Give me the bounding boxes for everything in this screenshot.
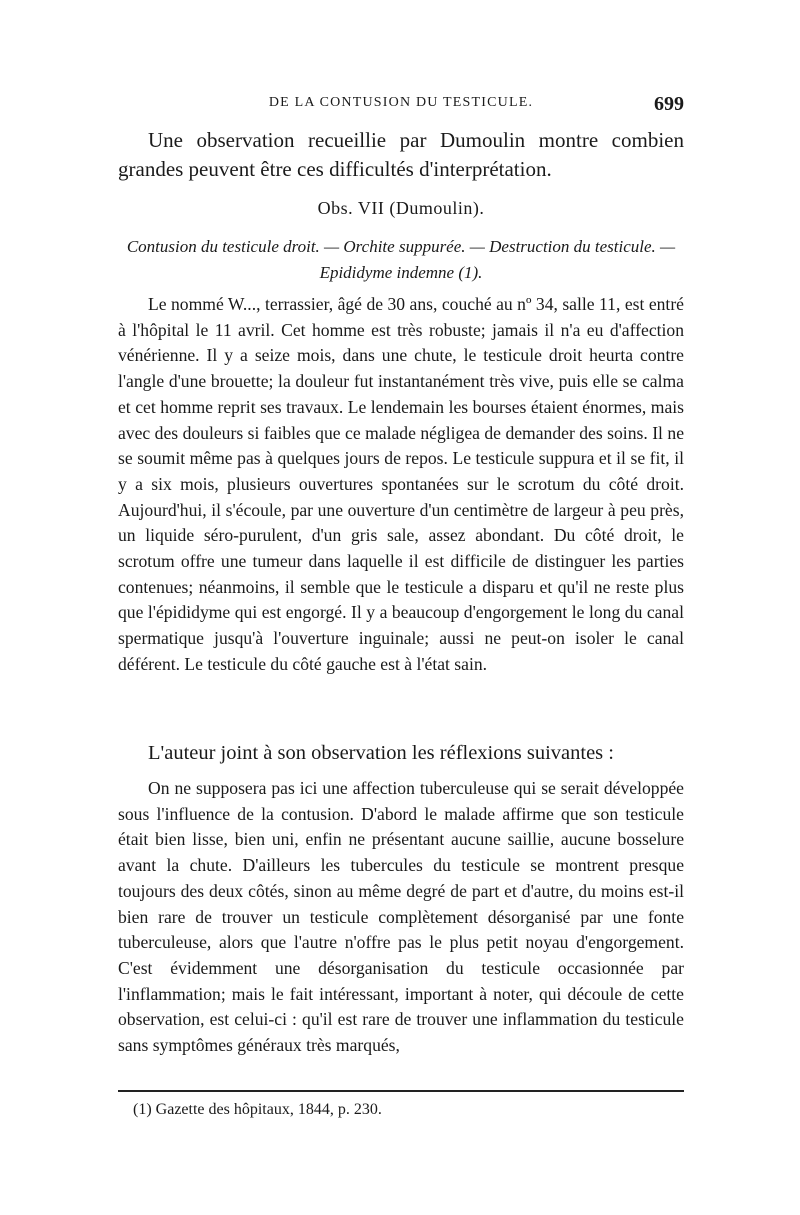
lead-paragraph: Une observation recueillie par Dumoulin montre combien grandes peuvent être ces difficultés d'interprétation. bbox=[118, 128, 684, 181]
footnote: (1) Gazette des hôpitaux, 1844, p. 230. bbox=[133, 1101, 382, 1118]
commentary-paragraph: On ne supposera pas ici une affection tuberculeuse qui se serait développée sous l'influence de la contusion. D'abord le malade affirme que son testicule était bien lisse, bien uni, enfin ne présentant aucune saillie, aucune bosselure avant la chute. D'ailleurs les tubercules du testicule se montrent presque toujours des deux côtés, sinon au même degré de part et d'autre, du moins est-il bien rare de trouver un testicule complètement désorganisé par une fonte tuberculeuse, alors que l'autre n'offre pas le plus petit noyau d'engorgement. C'est évidemment une désorganisation du testicule occasionnée par l'inflammation; mais le fait intéressant, important à noter, qui découle de cette observation, est celui-ci : qu'il est rare de trouver une inflammation du testicule sans symptômes généraux très marqués, bbox=[118, 778, 684, 1056]
page-number: 699 bbox=[654, 93, 684, 115]
author-remark: L'auteur joint à son observation les réflexions suivantes : bbox=[148, 742, 614, 764]
footnote-divider bbox=[118, 1090, 684, 1092]
observation-paragraph: Le nommé W..., terrassier, âgé de 30 ans, couché au nº 34, salle 11, est entré à l'hôpital le 11 avril. Cet homme est très robuste; jamais il n'a eu d'affection vénérienne. Il y a seize mois, dans une chute, le testicule droit heurta contre l'angle d'une brouette; la douleur fut instantanément très vive, puis elle se calma et cet homme reprit ses travaux. Le lendemain les bourses étaient énormes, mais avec des douleurs si faibles que ce malade négligea de demander des soins. Il ne se soumit même pas à quelques jours de repos. Le testicule suppura et il se fit, il y a six mois, plusieurs ouvertures spontanées sur le scrotum du côté droit. Aujourd'hui, il s'écoule, par une ouverture d'un centimètre de largeur à peu près, un liquide séro-purulent, d'un gris sale, assez abondant. Du côté droit, le scrotum offre une tumeur dans laquelle il est difficile de distinguer les parties contenues; néanmoins, il semble que le testicule a disparu et qu'il ne reste plus que l'épididyme qui est engorgé. Il y a beaucoup d'engorgement le long du canal spermatique jusqu'à l'ouverture inguinale; aussi ne peut-on isoler le canal déférent. Le testicule du côté gauche est à l'état sain. bbox=[118, 294, 684, 674]
running-head: DE LA CONTUSION DU TESTICULE. bbox=[268, 95, 534, 110]
page-header bbox=[118, 93, 684, 117]
observation-subtitle: Contusion du testicule droit. — Orchite suppurée. — Destruction du testicule. — Epididyme indemne (1). bbox=[126, 237, 676, 282]
observation-title: Obs. VII (Dumoulin). bbox=[317, 198, 485, 218]
